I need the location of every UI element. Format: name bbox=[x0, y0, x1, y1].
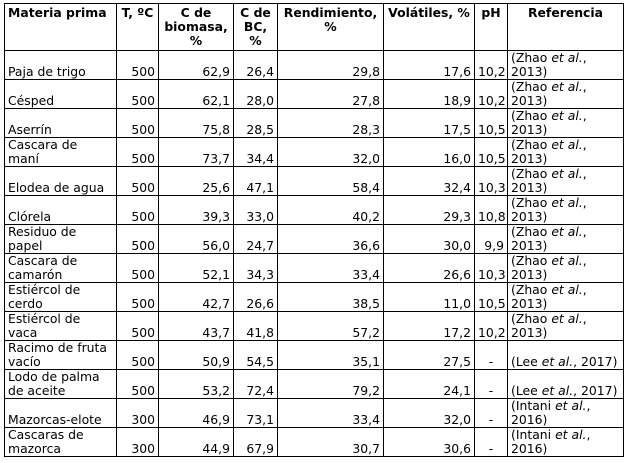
cell-materia-prima: Mazorcas-elote bbox=[5, 399, 117, 428]
ref-et-al: et al. bbox=[555, 398, 587, 413]
ref-year: 2013 bbox=[511, 296, 543, 311]
cell-c-biomasa: 50,9 bbox=[159, 341, 234, 370]
ref-author: Zhao bbox=[515, 79, 548, 94]
cell-volatiles: 24,1 bbox=[384, 370, 475, 399]
cell-ph: 10,2 bbox=[475, 80, 508, 109]
table-row bbox=[5, 80, 624, 109]
ref-year: 2013 bbox=[511, 238, 543, 253]
ref-year: 2013 bbox=[511, 209, 543, 224]
cell-c-bc: 24,7 bbox=[234, 225, 278, 254]
ref-author: Zhao bbox=[515, 166, 548, 181]
ref-et-al: et al. bbox=[551, 166, 583, 181]
cell-materia-prima: Aserrín bbox=[5, 109, 117, 138]
cell-referencia: (Zhao et al., 2013) bbox=[508, 80, 624, 109]
cell-c-biomasa: 56,0 bbox=[159, 225, 234, 254]
table-row bbox=[5, 138, 624, 167]
table-row bbox=[5, 254, 624, 283]
cell-c-biomasa: 25,6 bbox=[159, 167, 234, 196]
cell-materia-prima: Clórela bbox=[5, 196, 117, 225]
cell-ph: 10,2 bbox=[475, 312, 508, 341]
cell-temperature: 500 bbox=[117, 312, 159, 341]
cell-rendimiento: 29,8 bbox=[278, 51, 384, 80]
cell-c-bc: 72,4 bbox=[234, 370, 278, 399]
cell-c-biomasa: 44,9 bbox=[159, 428, 234, 457]
ref-et-al: et al. bbox=[551, 195, 583, 210]
cell-c-bc: 28,5 bbox=[234, 109, 278, 138]
cell-c-biomasa: 62,1 bbox=[159, 80, 234, 109]
cell-rendimiento: 79,2 bbox=[278, 370, 384, 399]
table-row bbox=[5, 283, 624, 312]
cell-temperature: 500 bbox=[117, 51, 159, 80]
cell-c-bc: 34,3 bbox=[234, 254, 278, 283]
cell-volatiles: 17,2 bbox=[384, 312, 475, 341]
cell-temperature: 500 bbox=[117, 370, 159, 399]
cell-ph: 10,5 bbox=[475, 283, 508, 312]
cell-materia-prima: Paja de trigo bbox=[5, 51, 117, 80]
cell-ph: 10,5 bbox=[475, 138, 508, 167]
ref-year: 2013 bbox=[511, 180, 543, 195]
cell-materia-prima: Cascaras de mazorca bbox=[5, 428, 117, 457]
ref-author: Intani bbox=[515, 398, 552, 413]
cell-c-biomasa: 62,9 bbox=[159, 51, 234, 80]
cell-referencia: (Zhao et al., 2013) bbox=[508, 254, 624, 283]
cell-rendimiento: 38,5 bbox=[278, 283, 384, 312]
data-table bbox=[4, 3, 624, 457]
ref-year: 2017 bbox=[581, 383, 613, 398]
cell-referencia: (Zhao et al., 2013) bbox=[508, 167, 624, 196]
ref-year: 2016 bbox=[511, 441, 543, 456]
ref-year: 2013 bbox=[511, 122, 543, 137]
cell-referencia: (Zhao et al., 2013) bbox=[508, 225, 624, 254]
cell-materia-prima: Estiércol de vaca bbox=[5, 312, 117, 341]
cell-ph: - bbox=[475, 399, 508, 428]
cell-referencia: (Zhao et al., 2013) bbox=[508, 138, 624, 167]
cell-temperature: 500 bbox=[117, 225, 159, 254]
cell-temperature: 300 bbox=[117, 399, 159, 428]
ref-year: 2013 bbox=[511, 267, 543, 282]
cell-c-biomasa: 52,1 bbox=[159, 254, 234, 283]
cell-rendimiento: 33,4 bbox=[278, 399, 384, 428]
cell-temperature: 300 bbox=[117, 428, 159, 457]
cell-rendimiento: 36,6 bbox=[278, 225, 384, 254]
cell-temperature: 500 bbox=[117, 167, 159, 196]
ref-author: Zhao bbox=[515, 253, 548, 268]
cell-materia-prima: Estiércol de cerdo bbox=[5, 283, 117, 312]
table-row bbox=[5, 399, 624, 428]
ref-author: Zhao bbox=[515, 195, 548, 210]
cell-materia-prima: Racimo de fruta vacío bbox=[5, 341, 117, 370]
cell-volatiles: 11,0 bbox=[384, 283, 475, 312]
cell-volatiles: 16,0 bbox=[384, 138, 475, 167]
header-volatiles: Volátiles, % bbox=[384, 4, 475, 51]
ref-et-al: et al. bbox=[551, 282, 583, 297]
cell-rendimiento: 32,0 bbox=[278, 138, 384, 167]
cell-c-bc: 26,4 bbox=[234, 51, 278, 80]
cell-referencia: (Lee et al., 2017) bbox=[508, 370, 624, 399]
cell-rendimiento: 33,4 bbox=[278, 254, 384, 283]
ref-et-al: et al. bbox=[551, 224, 583, 239]
cell-materia-prima: Lodo de palma de aceite bbox=[5, 370, 117, 399]
cell-volatiles: 17,6 bbox=[384, 51, 475, 80]
cell-c-bc: 34,4 bbox=[234, 138, 278, 167]
cell-materia-prima: Cascara de camarón bbox=[5, 254, 117, 283]
ref-et-al: et al. bbox=[541, 383, 574, 398]
ref-year: 2013 bbox=[511, 151, 543, 166]
cell-referencia: (Zhao et al., 2013) bbox=[508, 283, 624, 312]
cell-volatiles: 18,9 bbox=[384, 80, 475, 109]
header-c-bc: C de BC, % bbox=[234, 4, 278, 51]
ref-author: Intani bbox=[515, 427, 552, 442]
cell-referencia: (Zhao et al., 2013) bbox=[508, 312, 624, 341]
table-row bbox=[5, 370, 624, 399]
table-row bbox=[5, 109, 624, 138]
cell-c-biomasa: 73,7 bbox=[159, 138, 234, 167]
ref-author: Zhao bbox=[515, 50, 548, 65]
cell-volatiles: 32,4 bbox=[384, 167, 475, 196]
cell-volatiles: 17,5 bbox=[384, 109, 475, 138]
ref-author: Zhao bbox=[515, 137, 548, 152]
cell-c-biomasa: 43,7 bbox=[159, 312, 234, 341]
ref-year: 2016 bbox=[511, 412, 543, 427]
cell-rendimiento: 30,7 bbox=[278, 428, 384, 457]
ref-et-al: et al. bbox=[551, 311, 583, 326]
cell-rendimiento: 28,3 bbox=[278, 109, 384, 138]
cell-volatiles: 30,6 bbox=[384, 428, 475, 457]
cell-ph: 10,8 bbox=[475, 196, 508, 225]
header-c-biomasa: C de biomasa, % bbox=[159, 4, 234, 51]
ref-et-al: et al. bbox=[551, 50, 583, 65]
ref-year: 2013 bbox=[511, 325, 543, 340]
ref-year: 2013 bbox=[511, 64, 543, 79]
ref-et-al: et al. bbox=[551, 79, 583, 94]
ref-author: Lee bbox=[515, 354, 538, 369]
ref-et-al: et al. bbox=[551, 137, 583, 152]
cell-volatiles: 27,5 bbox=[384, 341, 475, 370]
header-row bbox=[5, 4, 624, 51]
cell-ph: - bbox=[475, 370, 508, 399]
cell-temperature: 500 bbox=[117, 80, 159, 109]
cell-rendimiento: 57,2 bbox=[278, 312, 384, 341]
ref-author: Zhao bbox=[515, 224, 548, 239]
ref-year: 2017 bbox=[581, 354, 613, 369]
cell-volatiles: 29,3 bbox=[384, 196, 475, 225]
cell-rendimiento: 35,1 bbox=[278, 341, 384, 370]
cell-temperature: 500 bbox=[117, 109, 159, 138]
table-row bbox=[5, 312, 624, 341]
table-row bbox=[5, 225, 624, 254]
cell-c-bc: 41,8 bbox=[234, 312, 278, 341]
cell-c-biomasa: 46,9 bbox=[159, 399, 234, 428]
cell-temperature: 500 bbox=[117, 341, 159, 370]
cell-c-biomasa: 39,3 bbox=[159, 196, 234, 225]
cell-c-bc: 47,1 bbox=[234, 167, 278, 196]
cell-ph: 10,5 bbox=[475, 109, 508, 138]
table-row bbox=[5, 167, 624, 196]
ref-year: 2013 bbox=[511, 93, 543, 108]
cell-c-bc: 67,9 bbox=[234, 428, 278, 457]
ref-author: Zhao bbox=[515, 311, 548, 326]
cell-c-bc: 28,0 bbox=[234, 80, 278, 109]
cell-referencia: (Zhao et al., 2013) bbox=[508, 196, 624, 225]
table-row bbox=[5, 51, 624, 80]
cell-volatiles: 32,0 bbox=[384, 399, 475, 428]
cell-c-biomasa: 42,7 bbox=[159, 283, 234, 312]
ref-et-al: et al. bbox=[551, 108, 583, 123]
cell-c-bc: 26,6 bbox=[234, 283, 278, 312]
cell-volatiles: 26,6 bbox=[384, 254, 475, 283]
cell-c-biomasa: 75,8 bbox=[159, 109, 234, 138]
cell-rendimiento: 58,4 bbox=[278, 167, 384, 196]
cell-temperature: 500 bbox=[117, 196, 159, 225]
cell-ph: 9,9 bbox=[475, 225, 508, 254]
cell-ph: - bbox=[475, 341, 508, 370]
table-row bbox=[5, 341, 624, 370]
cell-referencia: (Intani et al., 2016) bbox=[508, 399, 624, 428]
cell-volatiles: 30,0 bbox=[384, 225, 475, 254]
ref-et-al: et al. bbox=[555, 427, 587, 442]
cell-materia-prima: Residuo de papel bbox=[5, 225, 117, 254]
cell-materia-prima: Cascara de maní bbox=[5, 138, 117, 167]
cell-c-bc: 33,0 bbox=[234, 196, 278, 225]
cell-temperature: 500 bbox=[117, 138, 159, 167]
ref-et-al: et al. bbox=[541, 354, 574, 369]
cell-ph: - bbox=[475, 428, 508, 457]
cell-referencia: (Intani et al., 2016) bbox=[508, 428, 624, 457]
cell-rendimiento: 40,2 bbox=[278, 196, 384, 225]
cell-ph: 10,2 bbox=[475, 51, 508, 80]
cell-referencia: (Lee et al., 2017) bbox=[508, 341, 624, 370]
cell-materia-prima: Césped bbox=[5, 80, 117, 109]
cell-c-biomasa: 53,2 bbox=[159, 370, 234, 399]
cell-temperature: 500 bbox=[117, 254, 159, 283]
table-row bbox=[5, 196, 624, 225]
cell-temperature: 500 bbox=[117, 283, 159, 312]
cell-materia-prima: Elodea de agua bbox=[5, 167, 117, 196]
header-rendimiento: Rendimiento, % bbox=[278, 4, 384, 51]
ref-et-al: et al. bbox=[551, 253, 583, 268]
cell-referencia: (Zhao et al., 2013) bbox=[508, 51, 624, 80]
table-body bbox=[5, 51, 624, 457]
cell-ph: 10,3 bbox=[475, 167, 508, 196]
cell-c-bc: 73,1 bbox=[234, 399, 278, 428]
cell-referencia: (Zhao et al., 2013) bbox=[508, 109, 624, 138]
header-ph: pH bbox=[475, 4, 508, 51]
header-materia-prima: Materia prima bbox=[5, 4, 117, 51]
header-temperature: T, ºC bbox=[117, 4, 159, 51]
table-row bbox=[5, 428, 624, 457]
cell-ph: 10,3 bbox=[475, 254, 508, 283]
cell-c-bc: 54,5 bbox=[234, 341, 278, 370]
ref-author: Lee bbox=[515, 383, 538, 398]
ref-author: Zhao bbox=[515, 282, 548, 297]
header-referencia: Referencia bbox=[508, 4, 624, 51]
cell-rendimiento: 27,8 bbox=[278, 80, 384, 109]
ref-author: Zhao bbox=[515, 108, 548, 123]
